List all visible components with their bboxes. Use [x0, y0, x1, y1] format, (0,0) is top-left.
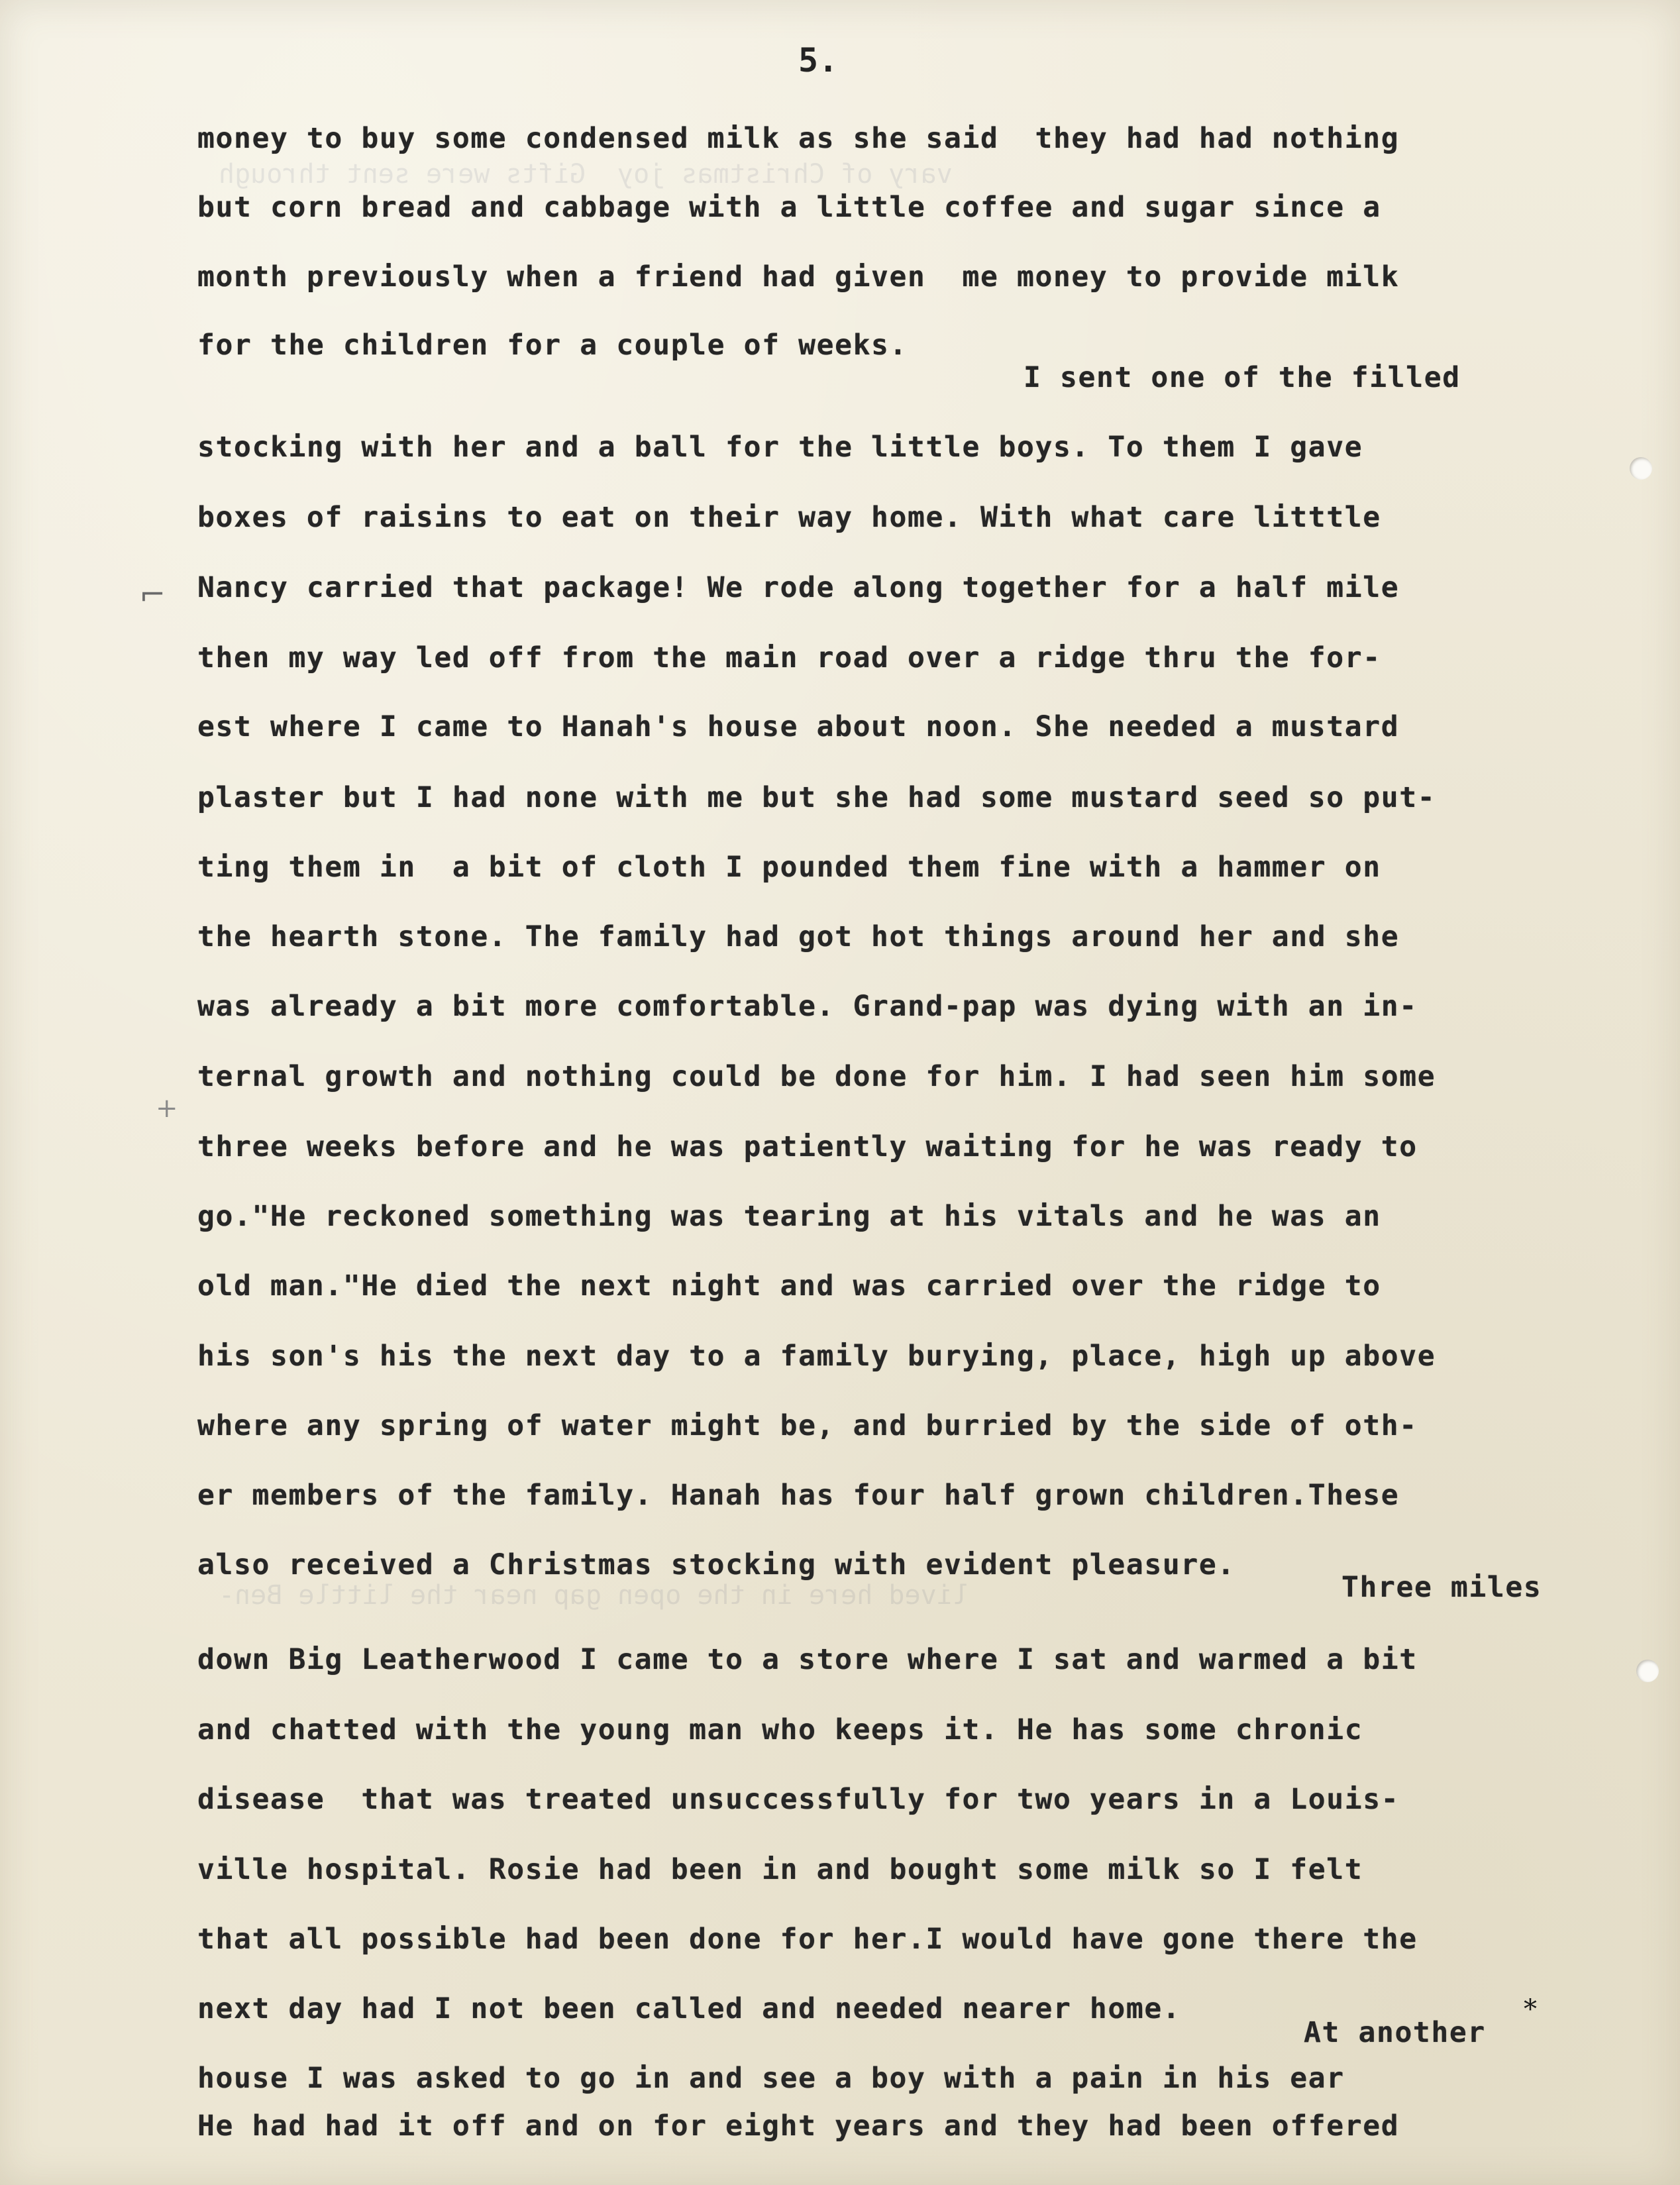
text-line: money to buy some condensed milk as she said they had had nothing	[197, 122, 1400, 155]
page-number: 5.	[798, 41, 839, 80]
handwritten-asterisk: *	[1524, 1994, 1537, 2025]
text-line: er members of the family. Hanah has four half grown children.These	[197, 1479, 1400, 1512]
text-line: disease that was treated unsuccessfully for two years in a Louis-	[197, 1783, 1400, 1816]
text-line: next day had I not been called and needed nearer home.	[197, 1992, 1181, 2025]
text-line: month previously when a friend had given me money to provide milk	[197, 260, 1400, 293]
text-line: boxes of raisins to eat on their way home. With what care litttle	[197, 501, 1381, 534]
text-line: go."He reckoned something was tearing at his vitals and he was an	[197, 1200, 1381, 1233]
text-line: stocking with her and a ball for the little boys. To them I gave	[197, 431, 1363, 464]
text-line: house I was asked to go in and see a boy with a pain in his ear	[197, 2062, 1345, 2095]
text-line: ternal growth and nothing could be done for him. I had seen him some	[197, 1060, 1436, 1093]
text-line: then my way led off from the main road over a ridge thru the for-	[197, 641, 1381, 674]
show-through-text-1: vary of Christmas joy Gifts were sent through	[219, 159, 953, 189]
text-line: He had had it off and on for eight years and they had been offered	[197, 2109, 1400, 2143]
text-line: Three miles	[1341, 1571, 1542, 1604]
text-line: where any spring of water might be, and burried by the side of oth-	[197, 1409, 1418, 1442]
show-through-text-2: lived here in the open gap near the little Ben-	[219, 1580, 969, 1611]
text-line: ting them in a bit of cloth I pounded them fine with a hammer on	[197, 851, 1381, 884]
text-line: also received a Christmas stocking with evident pleasure.	[197, 1548, 1235, 1581]
handwritten-margin-mark: +	[156, 1093, 178, 1124]
handwritten-margin-mark: ⌐	[139, 576, 166, 613]
text-line: I sent one of the filled	[1024, 361, 1461, 394]
text-line: the hearth stone. The family had got hot things around her and she	[197, 920, 1400, 953]
text-line: and chatted with the young man who keeps it. He has some chronic	[197, 1713, 1363, 1746]
text-line: plaster but I had none with me but she had some mustard seed so put-	[197, 781, 1436, 814]
text-line: est where I came to Hanah's house about noon. She needed a mustard	[197, 710, 1400, 743]
text-line: ville hospital. Rosie had been in and bought some milk so I felt	[197, 1853, 1363, 1886]
text-line: old man."He died the next night and was carried over the ridge to	[197, 1269, 1381, 1303]
text-line: that all possible had been done for her.I would have gone there the	[197, 1923, 1418, 1956]
text-line: three weeks before and he was patiently waiting for he was ready to	[197, 1130, 1418, 1163]
text-line: for the children for a couple of weeks.	[197, 329, 908, 362]
text-line: down Big Leatherwood I came to a store where I sat and warmed a bit	[197, 1643, 1418, 1676]
text-line: his son's his the next day to a family burying, place, high up above	[197, 1340, 1436, 1373]
text-line: was already a bit more comfortable. Grand-pap was dying with an in-	[197, 990, 1418, 1023]
text-line: Nancy carried that package! We rode along together for a half mile	[197, 571, 1400, 604]
text-line: At another	[1304, 2016, 1486, 2049]
text-line: but corn bread and cabbage with a little coffee and sugar since a	[197, 191, 1381, 224]
